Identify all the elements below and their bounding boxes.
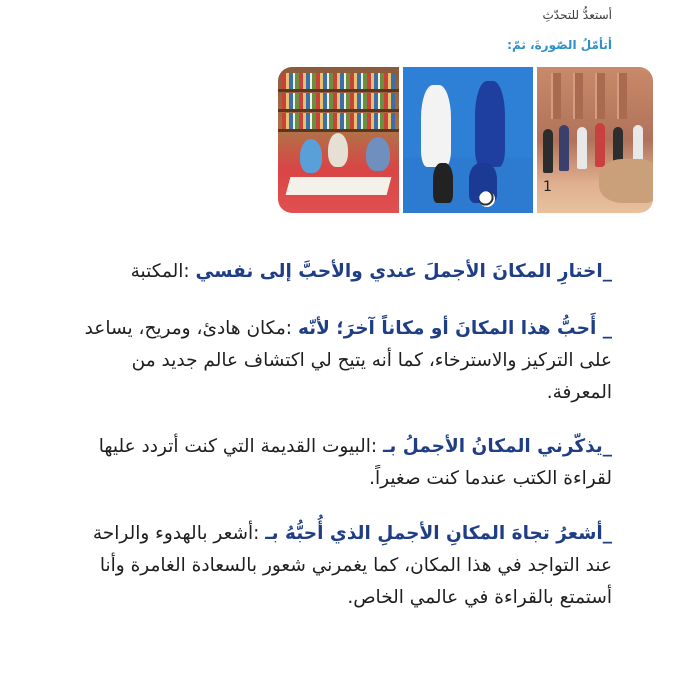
column	[573, 73, 583, 119]
player-figure	[475, 81, 505, 167]
lesson-title: أستعدُّ للتحدّثِ	[542, 8, 612, 22]
instruction-text: أتأمّلُ الصّورةَ، ثمّ:	[507, 38, 612, 52]
person-figure	[577, 127, 587, 169]
item-prompt: _أشعرُ تجاهَ المكانِ الأجملِ الذي أُحبُّهُ بـ	[265, 523, 612, 544]
person-figure	[595, 123, 605, 167]
bookshelf-row	[282, 113, 395, 129]
item-answer: :البيوت القديمة التي كنت أتردد عليها لقراءة الكتب عندما كنت صغيراً.	[98, 436, 612, 489]
column	[551, 73, 561, 119]
item-prompt: _يذكّرني المكانُ الأجملُ بـ	[383, 436, 612, 457]
petra-photo	[537, 67, 653, 213]
shelf	[278, 129, 399, 132]
player-figure	[433, 163, 453, 203]
bookshelf-row	[282, 93, 395, 109]
child-figure	[328, 133, 348, 167]
football-photo	[403, 67, 533, 213]
ball-icon	[479, 191, 495, 207]
item-answer: :المكتبة	[130, 261, 190, 282]
item-why-love	[73, 313, 612, 409]
child-figure	[300, 139, 322, 173]
column	[595, 73, 605, 119]
shelf	[278, 89, 399, 92]
camel-figure	[599, 159, 653, 203]
photo-number: 1	[543, 179, 552, 195]
item-prompt: _ أَحبُّ هذا المكانَ أو مكاناً آخرَ؛ لأنّه	[297, 318, 612, 339]
item-prompt: _اختارِ المكانَ الأجملَ عندي والأحبَّ إلى نفسي	[195, 261, 612, 282]
player-figure	[421, 85, 451, 167]
photo-strip	[278, 67, 653, 213]
bookshelf-row	[282, 73, 395, 89]
child-figure	[366, 137, 390, 171]
item-answer: :مكان هادئ، ومريح، يساعد على التركيز والاسترخاء، كما أنه يتيح لي اكتشاف عالم جديد من المعرفة.	[84, 318, 612, 403]
shelf	[278, 109, 399, 112]
item-choose-place	[73, 256, 612, 288]
item-reminds-me	[73, 431, 612, 495]
library-photo	[278, 67, 399, 213]
item-feelings	[73, 518, 612, 614]
item-answer: :أشعر بالهدوء والراحة عند التواجد في هذا المكان، كما يغمرني شعور بالسعادة الغامرة وأنا أستمتع بالقراءة في عالمي الخاص.	[92, 523, 612, 608]
person-figure	[559, 125, 569, 171]
paper-sheet	[286, 177, 392, 195]
person-figure	[543, 129, 553, 173]
column	[617, 73, 627, 119]
